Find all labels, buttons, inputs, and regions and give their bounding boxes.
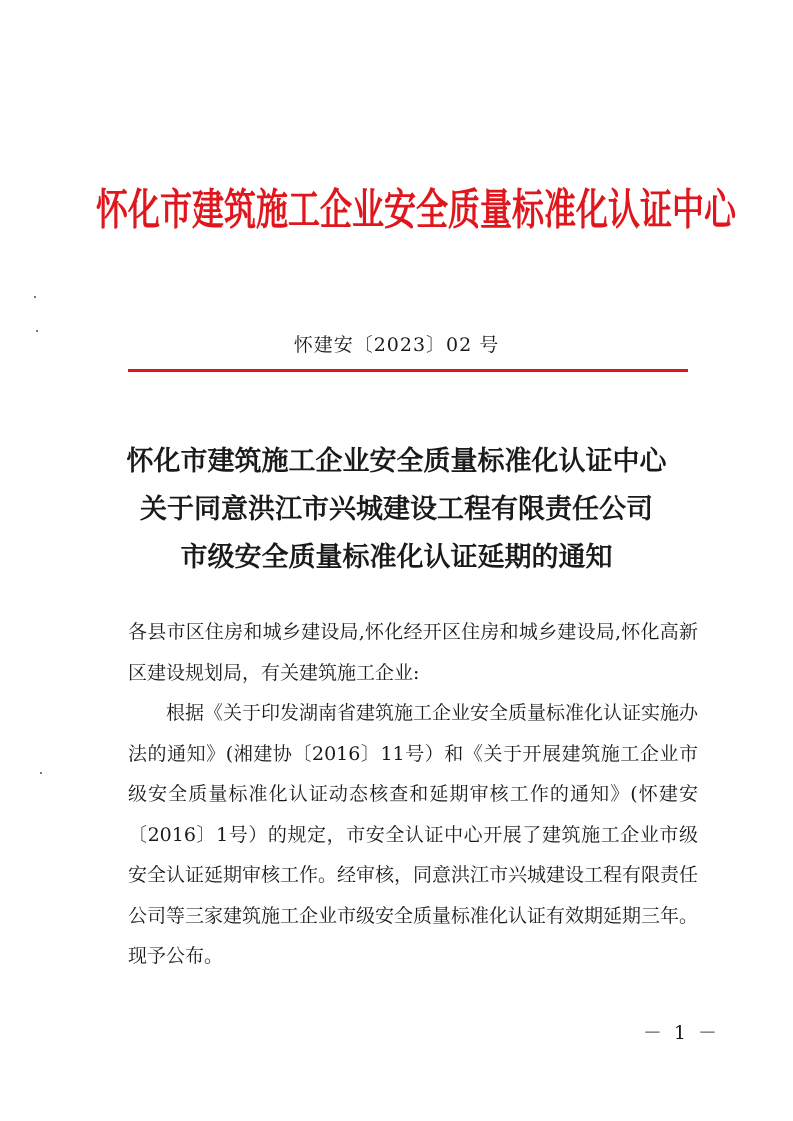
scan-speck [34, 296, 36, 298]
document-title [0, 438, 793, 582]
body-paragraph: 根据《关于印发湖南省建筑施工企业安全质量标准化认证实施办法的通知》(湘建协〔2016〕11号）和《关于开展建筑施工企业市级安全质量标准化认证动态核查和延期审核工作的通知》(怀建安〔2016〕1号）的规定，市安全认证中心开展了建筑施工企业市级安全认证延期审核工作。经审核，同意洪江市兴城建设工程有限责任公司等三家建筑施工企业市级安全质量标准化认证有效期延期三年。现予公布。 [128, 702, 699, 967]
issuing-org-header: 怀化市建筑施工企业安全质量标准化认证中心 [96, 184, 737, 236]
document-body [128, 612, 698, 977]
document-number: 怀建安〔2023〕02 号 [293, 334, 500, 356]
scan-speck [40, 772, 42, 774]
title-line-3: 市级安全质量标准化认证延期的通知 [180, 542, 613, 573]
scan-speck [36, 330, 38, 332]
page-number: － 1 － [642, 1022, 720, 1044]
salutation: 各县市区住房和城乡建设局,怀化经开区住房和城乡建设局,怀化高新区建设规划局，有关建筑施工企业: [128, 621, 698, 684]
title-line-1: 怀化市建筑施工企业安全质量标准化认证中心 [126, 446, 667, 477]
red-divider-line [128, 369, 688, 372]
title-line-2: 关于同意洪江市兴城建设工程有限责任公司 [140, 494, 653, 525]
